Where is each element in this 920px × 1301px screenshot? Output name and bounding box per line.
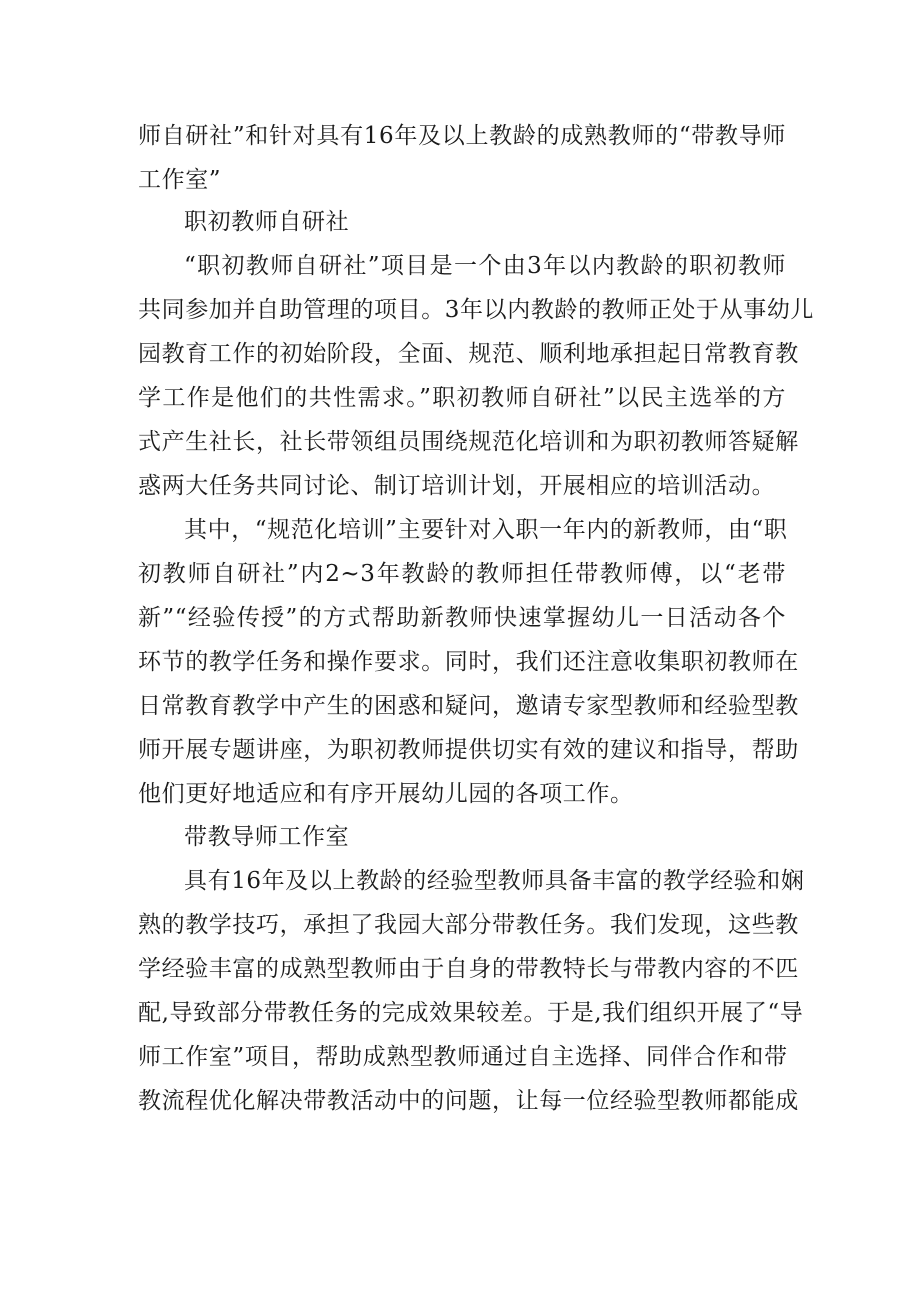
body-line: 熟的教学技巧，承担了我园大部分带教任务。我们发现，这些教	[138, 912, 799, 938]
body-line: 配,导致部分带教任务的完成效果较差。于是,我们组织开展了“导	[138, 1000, 804, 1026]
body-line: 工作室”	[138, 167, 222, 193]
body-line: 新”“经验传授”的方式帮助新教师快速掌握幼儿一日活动各个	[138, 605, 786, 631]
body-line: 环节的教学任务和操作要求。同时，我们还注意收集职初教师在	[138, 649, 799, 675]
section-heading-novice-teacher-society: 职初教师自研社	[184, 209, 350, 235]
body-line: 共同参加并自助管理的项目。3年以内教龄的教师正处于从事幼儿	[138, 297, 815, 323]
body-line: 师工作室”项目，帮助成熟型教师通过自主选择、同伴合作和带	[138, 1044, 788, 1070]
body-line: 教流程优化解决带教活动中的问题，让每一位经验型教师都能成	[138, 1088, 799, 1114]
body-line: 初教师自研社”内2~3年教龄的教师担任带教师傅，以“老带	[138, 561, 786, 587]
body-line: 园教育工作的初始阶段，全面、规范、顺利地承担起日常教育教	[138, 341, 799, 367]
section-heading-mentor-studio: 带教导师工作室	[184, 824, 350, 850]
body-line: 师自研社”和针对具有16年及以上教龄的成熟教师的“带教导师	[138, 123, 786, 149]
body-line: 惑两大任务共同讨论、制订培训计划，开展相应的培训活动。	[138, 473, 776, 499]
body-line: 他们更好地适应和有序开展幼儿园的各项工作。	[138, 781, 634, 807]
body-line: 其中，“规范化培训”主要针对入职一年内的新教师，由“职	[184, 517, 788, 543]
body-line: “职初教师自研社”项目是一个由3年以内教龄的职初教师	[184, 253, 786, 279]
body-line: 日常教育教学中产生的困惑和疑问，邀请专家型教师和经验型教	[138, 693, 799, 719]
body-line: 具有16年及以上教龄的经验型教师具备丰富的教学经验和娴	[184, 868, 805, 894]
body-line: 学经验丰富的成熟型教师由于自身的带教特长与带教内容的不匹	[138, 956, 799, 982]
body-line: 师开展专题讲座，为职初教师提供切实有效的建议和指导，帮助	[138, 737, 799, 763]
body-line: 式产生社长，社长带领组员围绕规范化培训和为职初教师答疑解	[138, 429, 799, 455]
body-line: 学工作是他们的共性需求。”职初教师自研社”以民主选举的方	[138, 385, 786, 411]
